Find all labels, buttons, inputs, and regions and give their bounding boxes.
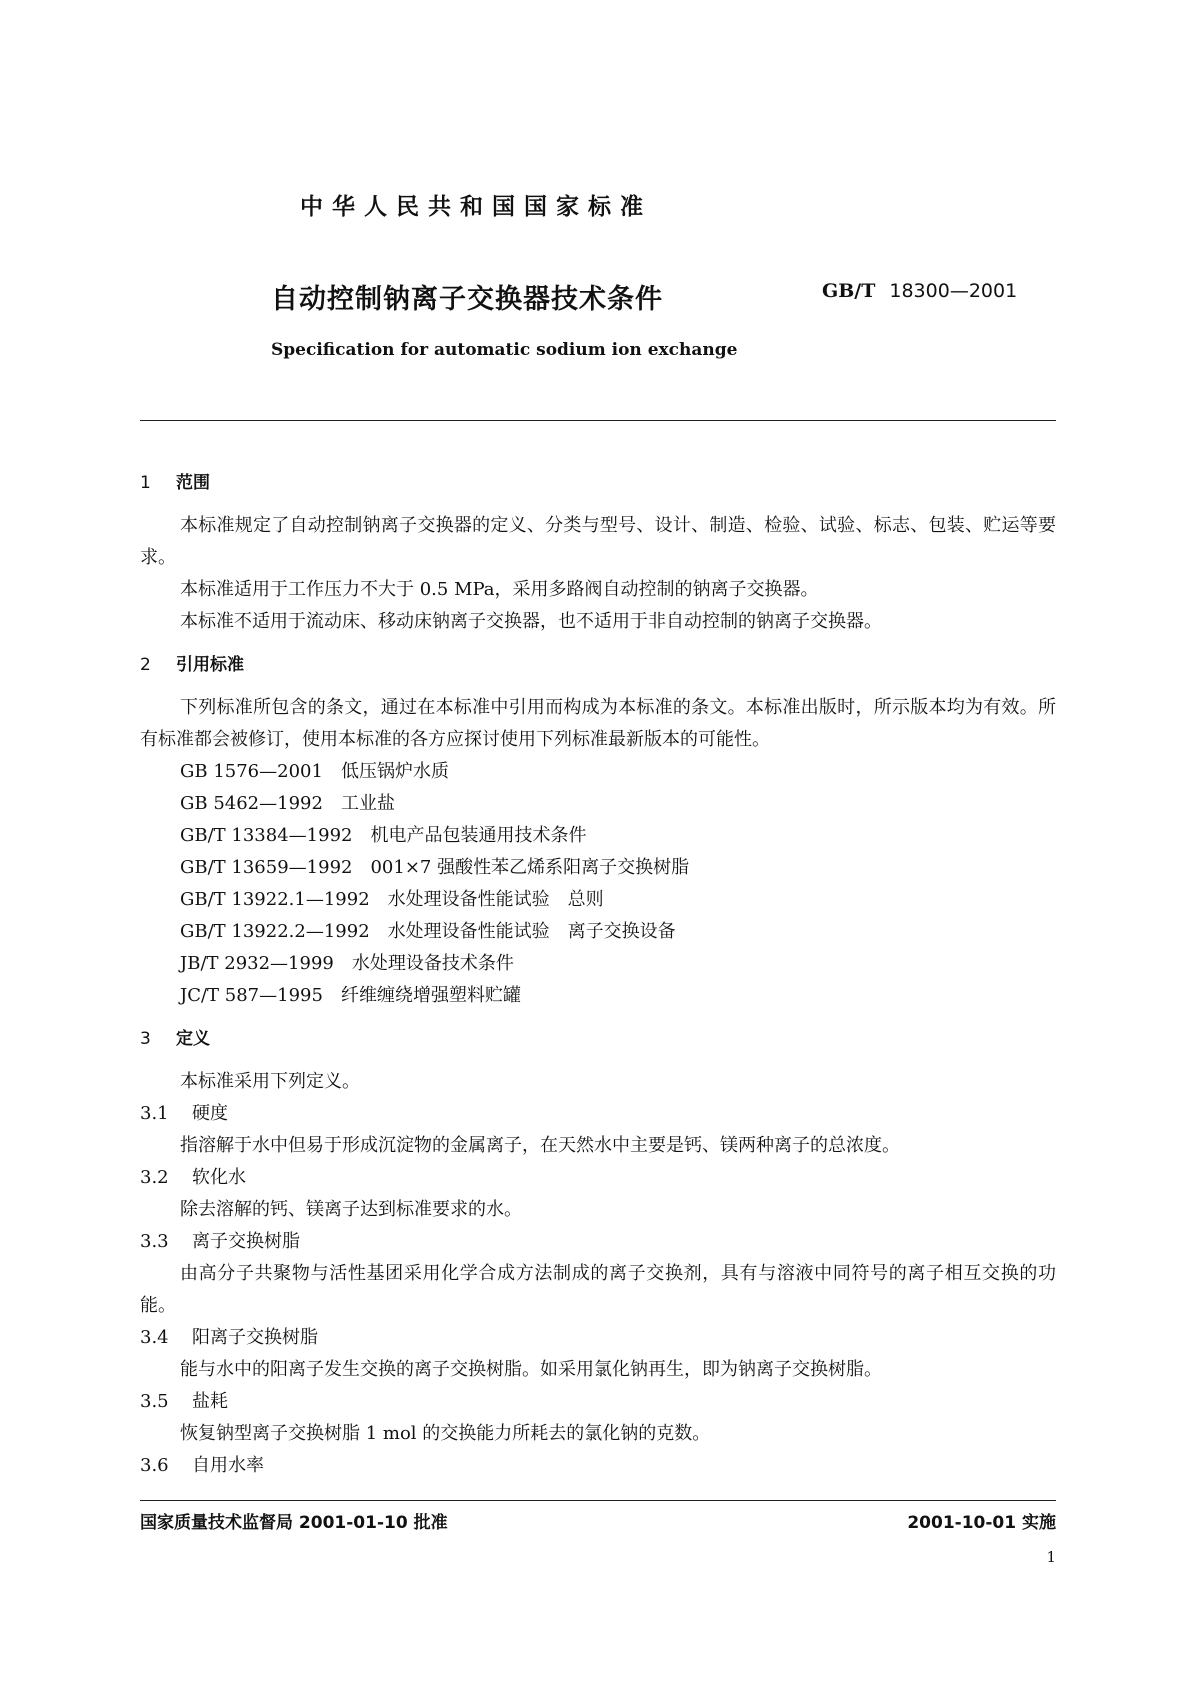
definition-term: 自用水率 (192, 1455, 264, 1476)
definition-number: 3.5 (140, 1391, 169, 1412)
definition-heading (140, 1226, 1056, 1258)
definition-heading (140, 1450, 1056, 1482)
reference-item: GB/T 13922.2—1992 水处理设备性能试验 离子交换设备 (180, 921, 676, 942)
paragraph: 本标准采用下列定义。 (180, 1071, 360, 1092)
footer-divider (140, 1500, 1056, 1501)
reference-item: JC/T 587—1995 纤维缠绕增强塑料贮罐 (180, 985, 521, 1006)
approval-note: 国家质量技术监督局 2001-01-10 批准 (140, 1513, 448, 1533)
reference-item: GB 1576—2001 低压锅炉水质 (180, 761, 449, 782)
definition-term: 盐耗 (192, 1391, 228, 1412)
section-heading-normative-references (140, 652, 1056, 678)
reference-item: GB/T 13659—1992 001×7 强酸性苯乙烯系阳离子交换树脂 (180, 857, 690, 878)
standard-code (822, 280, 1017, 302)
section-title: 范围 (176, 473, 210, 493)
definition-heading (140, 1322, 1056, 1354)
definition-term: 阳离子交换树脂 (192, 1327, 318, 1348)
implementation-date: 2001-10-01 实施 (907, 1513, 1056, 1533)
document-body (140, 470, 1056, 1482)
definition-number: 3.6 (140, 1455, 169, 1476)
section-title: 引用标准 (176, 655, 244, 675)
definition-number: 3.3 (140, 1231, 169, 1252)
page-number: 1 (1046, 1548, 1056, 1566)
definition-text: 指溶解于水中但易于形成沉淀物的金属离子，在天然水中主要是钙、镁两种离子的总浓度。 (180, 1135, 900, 1156)
standard-name: 中华人民共和国国家标准 (300, 194, 652, 220)
reference-item: GB 5462—1992 工业盐 (180, 793, 395, 814)
header-divider (140, 420, 1056, 421)
standard-code-number: 18300—2001 (889, 280, 1018, 302)
paragraph: 本标准适用于工作压力不大于 0.5 MPa，采用多路阀自动控制的钠离子交换器。 (180, 579, 819, 600)
section-number: 3 (140, 1029, 151, 1049)
reference-item: JB/T 2932—1999 水处理设备技术条件 (180, 953, 514, 974)
reference-item: GB/T 13384—1992 机电产品包装通用技术条件 (180, 825, 587, 846)
definition-heading (140, 1098, 1056, 1130)
document-title: 自动控制钠离子交换器技术条件 (271, 284, 663, 315)
reference-item: GB/T 13922.1—1992 水处理设备性能试验 总则 (180, 889, 604, 910)
paragraph: 本标准不适用于流动床、移动床钠离子交换器，也不适用于非自动控制的钠离子交换器。 (180, 611, 882, 632)
paragraph: 本标准规定了自动控制钠离子交换器的定义、分类与型号、设计、制造、检验、试验、标志、包装、贮运等要求。 (140, 515, 1056, 568)
paragraph: 下列标准所包含的条文，通过在本标准中引用而构成为本标准的条文。本标准出版时，所示版本均为有效。所有标准都会被修订，使用本标准的各方应探讨使用下列标准最新版本的可能性。 (140, 697, 1056, 750)
definition-text: 由高分子共聚物与活性基团采用化学合成方法制成的离子交换剂，具有与溶液中同符号的离子相互交换的功能。 (140, 1263, 1056, 1316)
standard-code-prefix: GB/T (822, 280, 876, 302)
definition-text: 恢复钠型离子交换树脂 1 mol 的交换能力所耗去的氯化钠的克数。 (180, 1423, 711, 1444)
definition-number: 3.1 (140, 1103, 169, 1124)
definition-heading (140, 1386, 1056, 1418)
definition-term: 硬度 (192, 1103, 228, 1124)
definition-term: 离子交换树脂 (192, 1231, 300, 1252)
section-heading-scope (140, 470, 1056, 496)
definition-number: 3.4 (140, 1327, 169, 1348)
definition-text: 除去溶解的钙、镁离子达到标准要求的水。 (180, 1199, 522, 1220)
definition-number: 3.2 (140, 1167, 169, 1188)
section-title: 定义 (176, 1029, 210, 1049)
english-title: Specification for automatic sodium ion exchange (271, 340, 738, 360)
section-number: 2 (140, 655, 151, 675)
section-number: 1 (140, 473, 151, 493)
section-heading-definitions (140, 1026, 1056, 1052)
definition-text: 能与水中的阳离子发生交换的离子交换树脂。如采用氯化钠再生，即为钠离子交换树脂。 (180, 1359, 882, 1380)
definition-term: 软化水 (192, 1167, 246, 1188)
definition-heading (140, 1162, 1056, 1194)
